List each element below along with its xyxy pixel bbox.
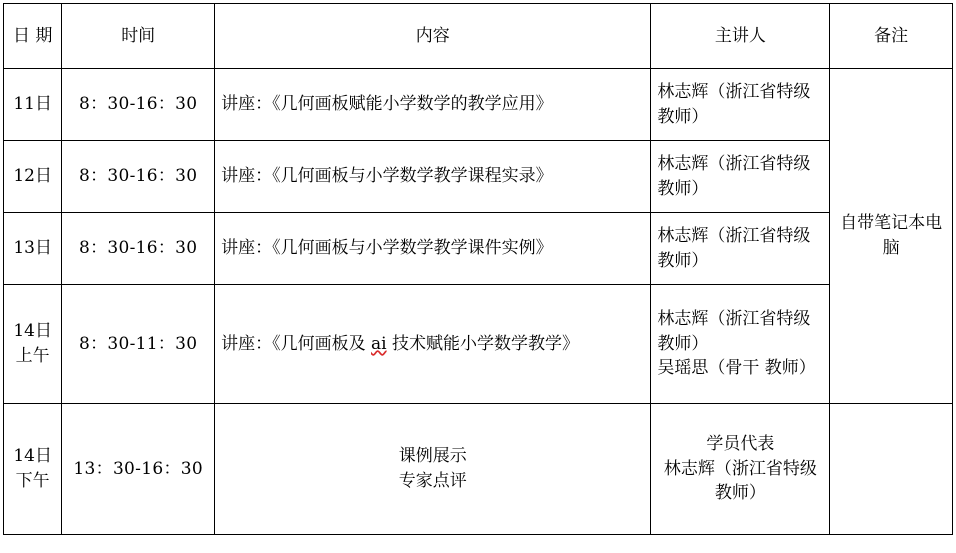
row-speaker xyxy=(651,404,830,535)
row-date: 12日 xyxy=(4,141,62,213)
row-content xyxy=(215,404,651,535)
table-row xyxy=(4,285,953,404)
row-speaker xyxy=(651,285,830,404)
content-text-ai: ai xyxy=(371,333,387,354)
row-content: 讲座：《几何画板赋能小学数学的教学应用》 xyxy=(215,69,651,141)
header-remark: 备注 xyxy=(830,4,953,69)
row-speaker: 林志辉（浙江省特级教师） xyxy=(651,141,830,213)
schedule-table xyxy=(3,3,953,535)
row-time: 8：30-16：30 xyxy=(62,69,215,141)
content-text-part2: 技术赋能小学数学教学》 xyxy=(391,333,579,354)
content-text-part1: 讲座：《几何画板及 xyxy=(221,333,366,354)
table-row xyxy=(4,213,953,285)
content-line: 专家点评 xyxy=(398,471,467,491)
row-time: 8：30-11：30 xyxy=(62,285,215,404)
header-content: 内容 xyxy=(215,4,651,69)
speaker-line: 林志辉（浙江省特级教师） xyxy=(663,458,817,504)
row-date: 13日 xyxy=(4,213,62,285)
table-header-row xyxy=(4,4,953,69)
table-row xyxy=(4,404,953,535)
row-date: 14日下午 xyxy=(4,404,62,535)
table-row xyxy=(4,69,953,141)
row-time: 13：30-16：30 xyxy=(62,404,215,535)
row-content: 讲座：《几何画板与小学数学教学课件实例》 xyxy=(215,213,651,285)
row-date: 14日上午 xyxy=(4,285,62,404)
content-line: 课例展示 xyxy=(398,446,467,467)
header-speaker: 主讲人 xyxy=(651,4,830,69)
row-remark: 自带笔记本电脑 xyxy=(830,69,953,404)
row-speaker: 林志辉（浙江省特级教师） xyxy=(651,213,830,285)
row-date: 11日 xyxy=(4,69,62,141)
row-content xyxy=(215,285,651,404)
row-content: 讲座：《几何画板与小学数学教学课程实录》 xyxy=(215,141,651,213)
row-remark-empty xyxy=(830,404,953,535)
table-row xyxy=(4,141,953,213)
speaker-line: 吴瑶思（骨干 教师） xyxy=(657,358,816,379)
row-speaker: 林志辉（浙江省特级教师） xyxy=(651,69,830,141)
row-time: 8：30-16：30 xyxy=(62,213,215,285)
speaker-line: 学员代表 xyxy=(706,434,775,455)
speaker-line: 林志辉（浙江省特级教师） xyxy=(657,309,811,354)
header-time: 时间 xyxy=(62,4,215,69)
header-date: 日 期 xyxy=(4,4,62,69)
row-time: 8：30-16：30 xyxy=(62,141,215,213)
